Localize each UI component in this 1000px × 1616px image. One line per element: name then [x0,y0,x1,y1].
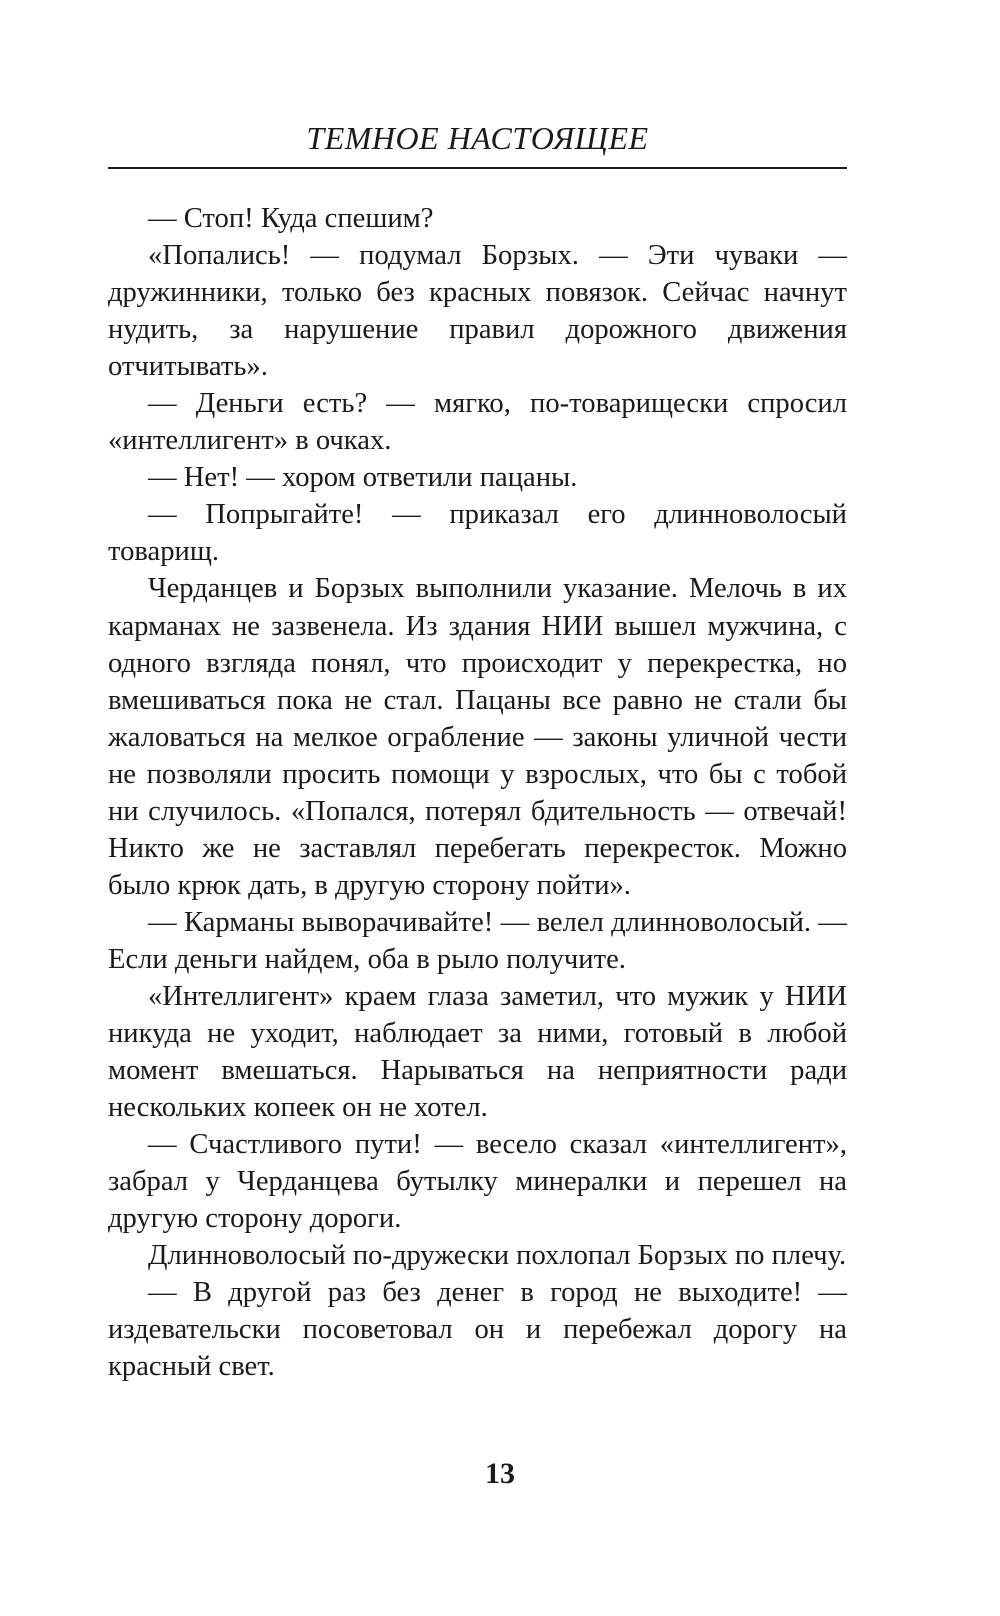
paragraph: — Стоп! Куда спешим? [148,203,434,234]
paragraph: «Попались! — подумал Борзых. — Эти чуваки — дружинники, только без красных повязок. Сейчас начнут нудить, за нарушение правил дорожного движения отчитывать». [108,240,847,383]
page-number: 13 [485,1457,515,1490]
running-head: ТЕМНОЕ НАСТОЯЩЕЕ [306,120,649,156]
paragraph: Длинноволосый по-дружески похлопал Борзых по плечу. [148,1240,847,1272]
paragraph: — В другой раз без денег в город не выходите! — издевательски посоветовал он и перебежал дорогу на красный свет. [108,1277,847,1383]
body-text [108,200,847,1386]
paragraph: — Нет! — хором ответили пацаны. [148,462,578,494]
paragraph: — Попрыгайте! — приказал его длинноволосый товарищ. [108,499,847,568]
paragraph: «Интеллигент» краем глаза заметил, что мужик у НИИ никуда не уходит, наблюдает за ними, готовый в любой момент вмешаться. Нарываться на неприятности ради нескольких копеек он не хотел. [108,980,847,1124]
paragraph: Черданцев и Борзых выполнили указание. Мелочь в их карманах не зазвенела. Из здания НИИ вышел мужчина, с одного взгляда понял, что происходит у перекрестка, но вмешиваться пока не стал. Пацаны все равно не стали бы жаловаться на мелкое ограбление — законы уличной чести не позволяли просить помощи у взрослых, что бы с тобой ни случилось. «Попался, потерял бдительность — отвечай! Никто же не заставлял перебегать перекресток. Можно было крюк дать, в другую сторону пойти». [108,573,847,901]
paragraph: — Счастливого пути! — весело сказал «интеллигент», забрал у Черданцева бутылку минералки и перешел на другую сторону дороги. [108,1129,847,1235]
header-rule-divider [108,167,847,169]
paragraph: — Карманы выворачивайте! — велел длинноволосый. — Если деньги найдем, оба в рыло получите. [108,906,847,975]
paragraph: — Деньги есть? — мягко, по-товарищески спросил «интеллигент» в очках. [108,388,847,457]
